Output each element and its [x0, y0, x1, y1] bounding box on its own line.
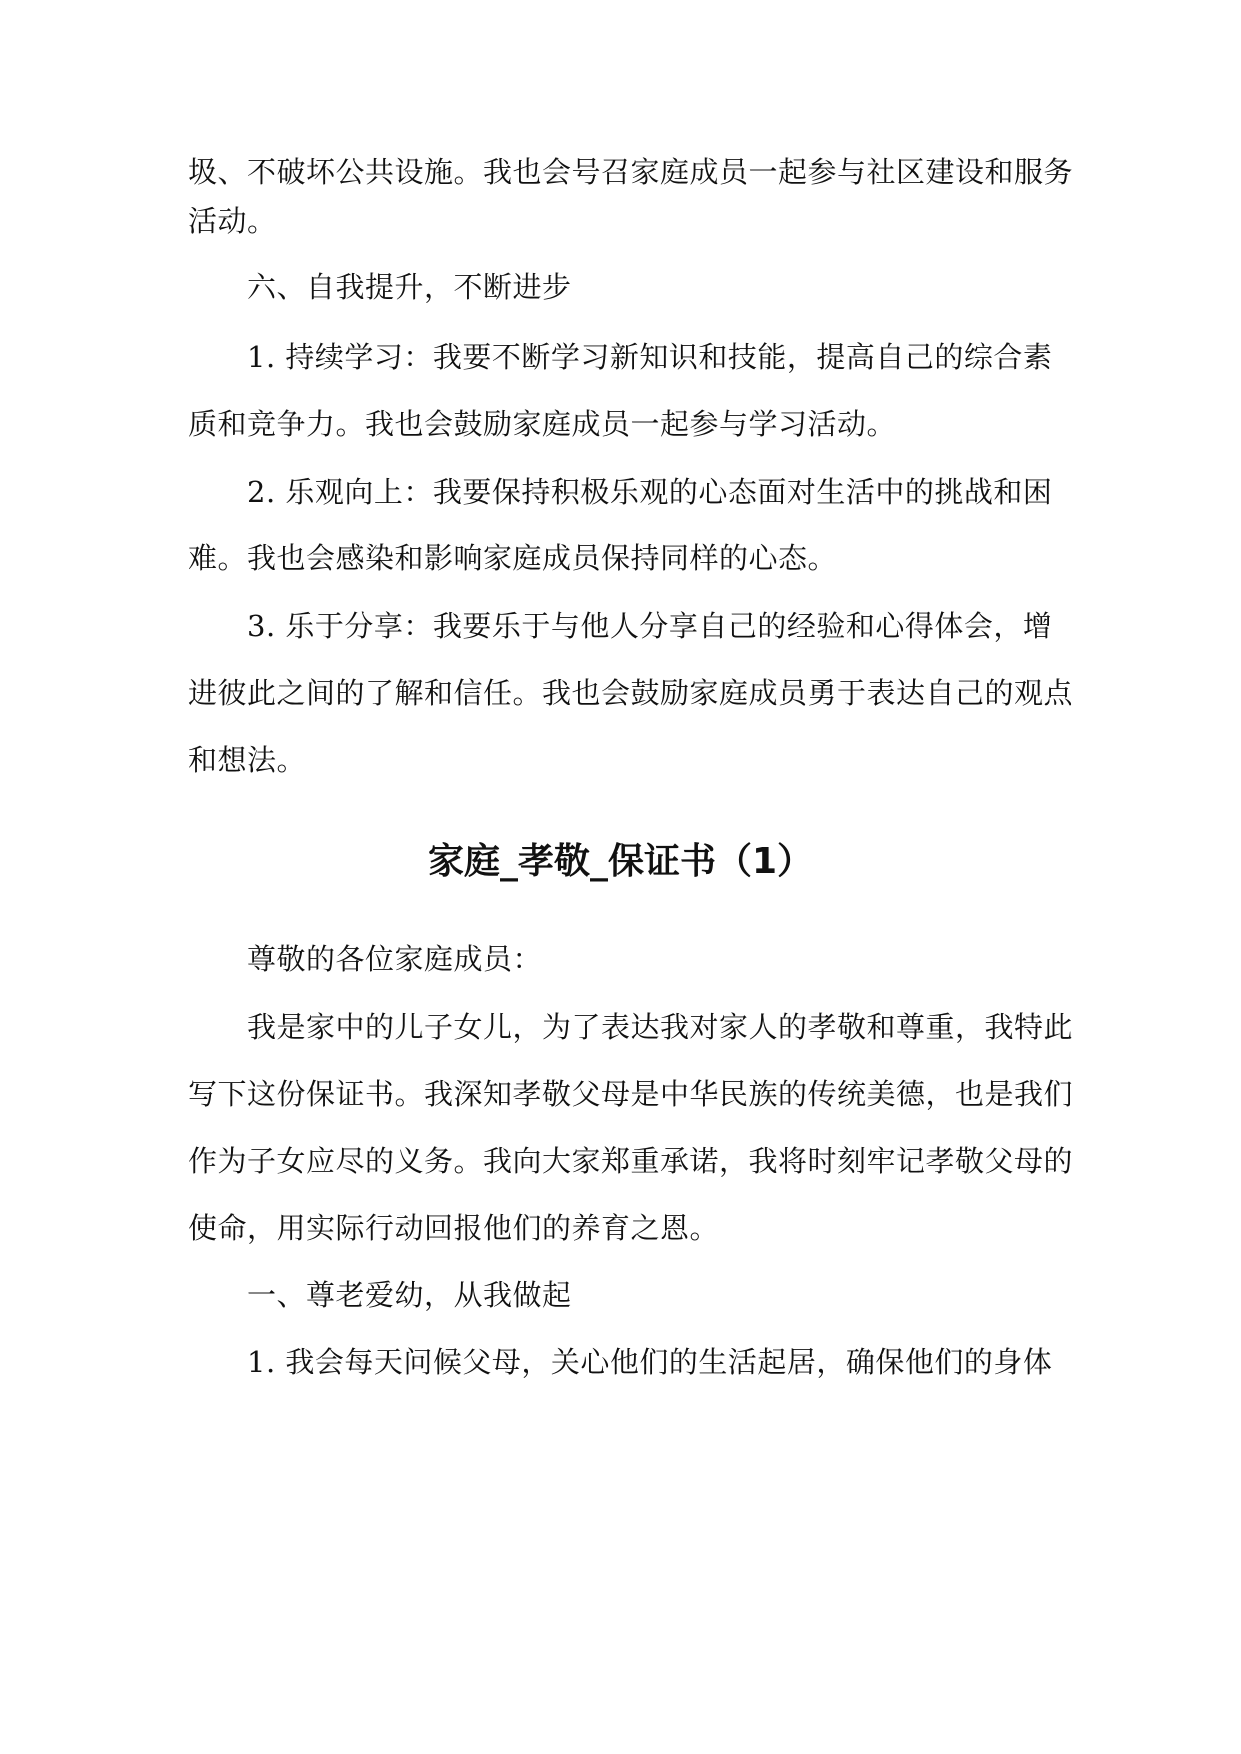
- list-item-line: 2. 乐观向上：我要保持积极乐观的心态面对生活中的挑战和困: [247, 475, 1053, 509]
- list-item-line: 1. 持续学习：我要不断学习新知识和技能，提高自己的综合素: [247, 340, 1053, 374]
- section-heading: 六、自我提升，不断进步: [247, 270, 572, 304]
- paragraph-line: 和想法。: [188, 743, 307, 777]
- paragraph-line: 作为子女应尽的义务。我向大家郑重承诺，我将时刻牢记孝敬父母的: [188, 1144, 1074, 1178]
- salutation: 尊敬的各位家庭成员：: [247, 942, 543, 976]
- paragraph-line: 活动。: [188, 204, 277, 238]
- paragraph-line: 难。我也会感染和影响家庭成员保持同样的心态。: [188, 541, 838, 575]
- paragraph-line: 使命，用实际行动回报他们的养育之恩。: [188, 1211, 720, 1245]
- paragraph-line: 进彼此之间的了解和信任。我也会鼓励家庭成员勇于表达自己的观点: [188, 676, 1074, 710]
- document-title: 家庭_孝敬_保证书（1）: [427, 841, 814, 882]
- section-heading: 一、尊老爱幼，从我做起: [247, 1278, 572, 1312]
- paragraph-line: 质和竞争力。我也会鼓励家庭成员一起参与学习活动。: [188, 407, 897, 441]
- paragraph-line: 我是家中的儿子女儿，为了表达我对家人的孝敬和尊重，我特此: [247, 1010, 1074, 1044]
- list-item-line: 3. 乐于分享：我要乐于与他人分享自己的经验和心得体会，增: [247, 609, 1053, 643]
- paragraph-line: 圾、不破坏公共设施。我也会号召家庭成员一起参与社区建设和服务: [188, 155, 1074, 189]
- list-item-line: 1. 我会每天问候父母，关心他们的生活起居，确保他们的身体: [247, 1345, 1053, 1379]
- paragraph-line: 写下这份保证书。我深知孝敬父母是中华民族的传统美德，也是我们: [188, 1077, 1074, 1111]
